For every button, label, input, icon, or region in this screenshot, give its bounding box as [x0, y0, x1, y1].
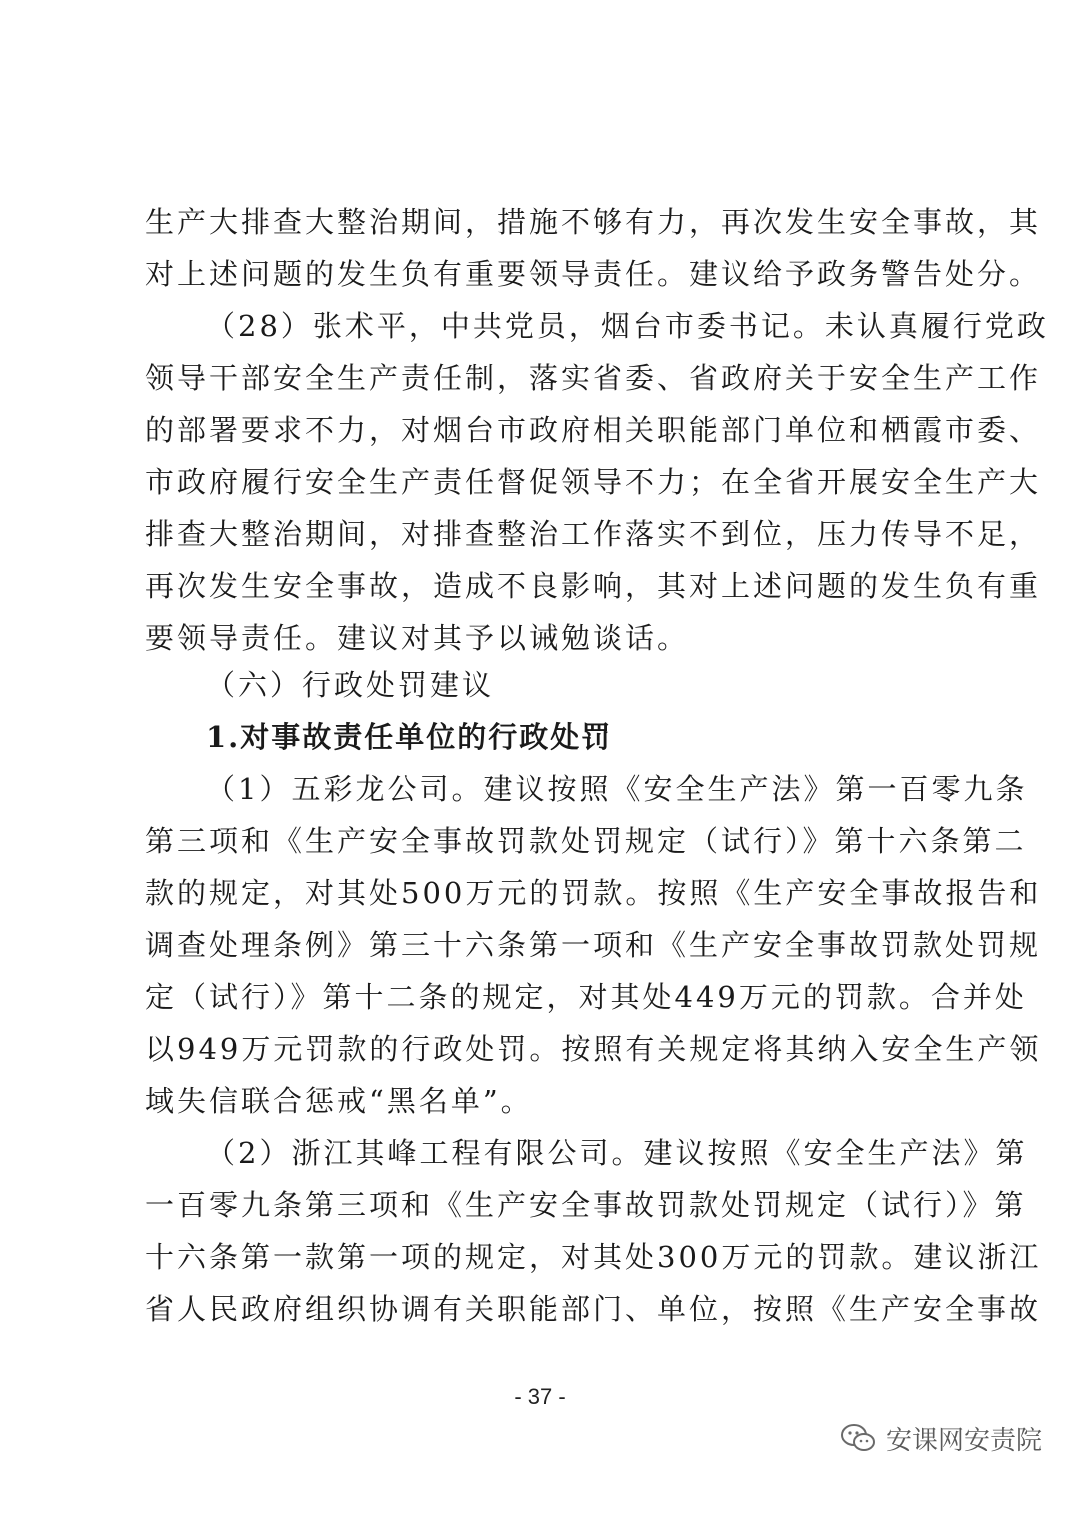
text-line: 一百零九条第三项和《生产安全事故罚款处罚规定（试行）》第	[145, 1188, 1027, 1222]
section-heading: （六）行政处罚建议	[206, 668, 495, 702]
subsection-heading: 1.对事故责任单位的行政处罚	[206, 720, 613, 754]
text-line: 调查处理条例》第三十六条第一项和《生产安全事故罚款处罚规	[145, 928, 1042, 962]
wechat-icon	[840, 1423, 876, 1453]
text-line: 第三项和《生产安全事故罚款处罚规定（试行）》第十六条第二	[145, 824, 1027, 858]
page-number: - 37 -	[514, 1384, 566, 1409]
text-line: 再次发生安全事故，造成不良影响，其对上述问题的发生负有重	[145, 569, 1042, 603]
text-line: 以949万元罚款的行政处罚。按照有关规定将其纳入安全生产领	[145, 1032, 1042, 1066]
text-line: 定（试行）》第十二条的规定，对其处449万元的罚款。合并处	[145, 980, 1027, 1014]
text-line: 十六条第一款第一项的规定，对其处300万元的罚款。建议浙江	[145, 1240, 1042, 1274]
text-line: 款的规定，对其处500万元的罚款。按照《生产安全事故报告和	[145, 876, 1042, 910]
text-line: 的部署要求不力，对烟台市政府相关职能部门单位和栖霞市委、	[145, 413, 1042, 447]
text-line: 对上述问题的发生负有重要领导责任。建议给予政务警告处分。	[145, 257, 1042, 291]
text-line: 省人民政府组织协调有关职能部门、单位，按照《生产安全事故	[145, 1292, 1042, 1326]
text-line: 领导干部安全生产责任制，落实省委、省政府关于安全生产工作	[145, 361, 1042, 395]
text-line: 生产大排查大整治期间，措施不够有力，再次发生安全事故，其	[145, 205, 1042, 239]
text-line: （2）浙江其峰工程有限公司。建议按照《安全生产法》第	[206, 1136, 1028, 1170]
text-line: 要领导责任。建议对其予以诫勉谈话。	[145, 621, 690, 655]
text-line: （1）五彩龙公司。建议按照《安全生产法》第一百零九条	[206, 772, 1028, 806]
text-line: （28）张术平，中共党员，烟台市委书记。未认真履行党政	[206, 309, 1049, 343]
text-line: 域失信联合惩戒“黑名单”。	[145, 1084, 533, 1118]
text-line: 排查大整治期间，对排查整治工作落实不到位，压力传导不足，	[145, 517, 1042, 551]
text-line: 市政府履行安全生产责任督促领导不力；在全省开展安全生产大	[145, 465, 1042, 499]
watermark-text: 安课网安责院	[886, 1425, 1043, 1456]
watermark	[840, 1418, 1042, 1458]
